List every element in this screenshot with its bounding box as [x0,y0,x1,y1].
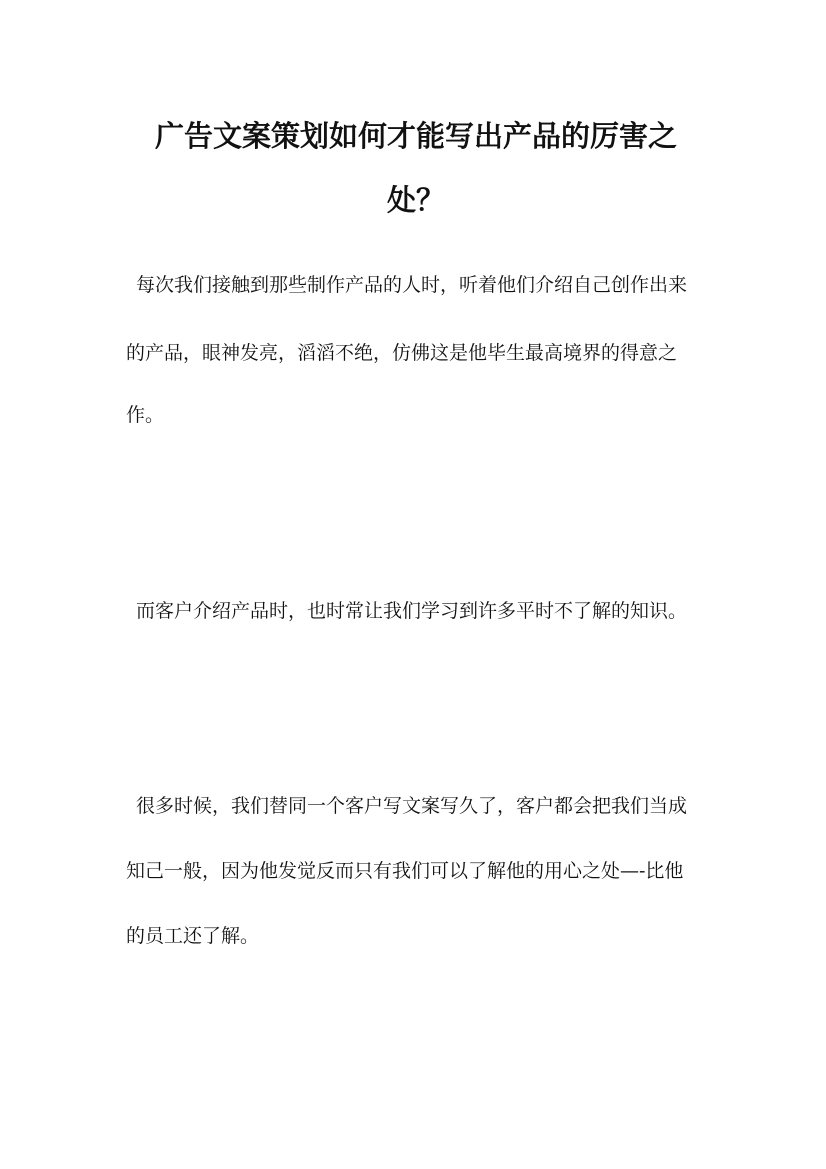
paragraph-2-line-1: 而客户介绍产品时，也时常让我们学习到许多平时不了解的知识。 [136,600,688,622]
paragraph-1-line-3: 作。 [126,404,165,426]
paragraph-3-line-1: 很多时候，我们替同一个客户写文案写久了，客户都会把我们当成 [136,795,688,817]
document-title-line-1: 广告文案策划如何才能写出产品的厉害之 [154,119,677,153]
paragraph-1-line-2: 的产品，眼神发亮，滔滔不绝，仿佛这是他毕生最高境界的得意之 [126,342,678,364]
document-title-line-2: 处？ [386,183,445,217]
paragraph-3-line-2: 知己一般，因为他发觉反而只有我们可以了解他的用心之处—-比他 [126,860,684,882]
paragraph-1-line-1: 每次我们接触到那些制作产品的人时，听着他们介绍自己创作出来 [136,274,688,296]
paragraph-3-line-3: 的员工还了解。 [126,925,260,947]
